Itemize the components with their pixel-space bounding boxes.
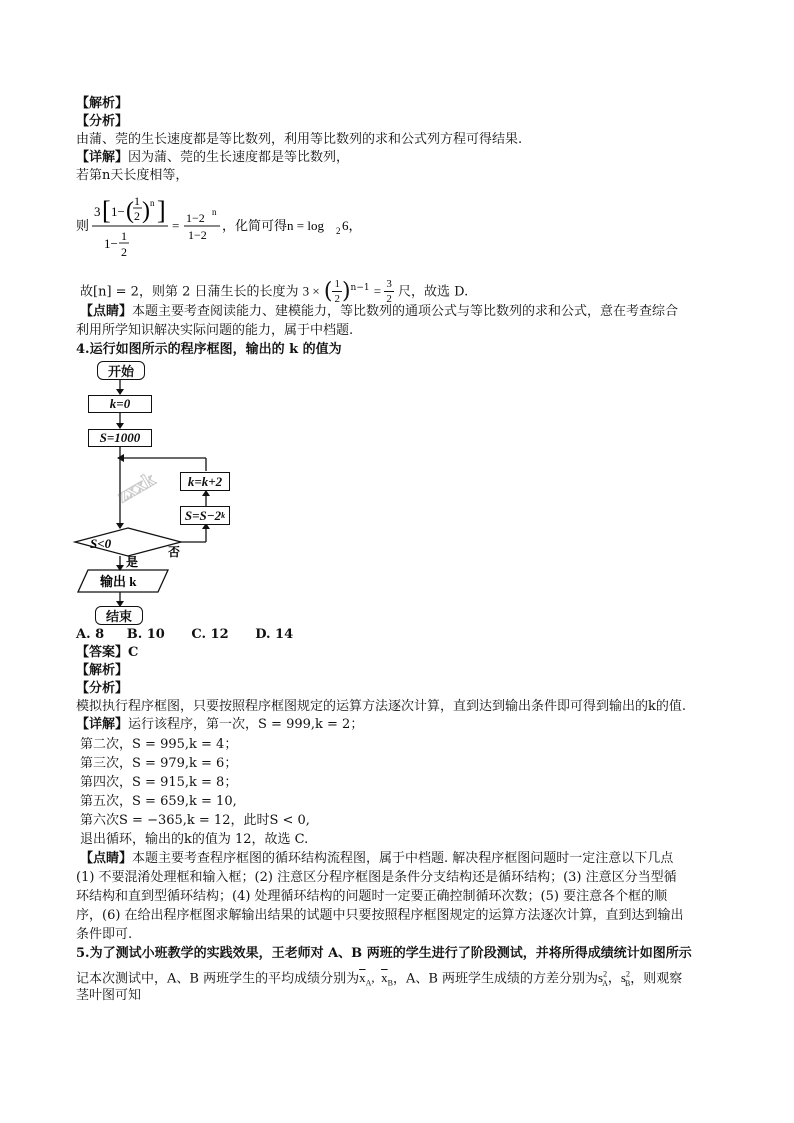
dianjing-line-1: [80, 303, 678, 320]
q4-options: [76, 626, 293, 643]
s1000-box: S=1000: [88, 429, 152, 447]
svg-text:(: (: [126, 198, 134, 224]
eq-rhs-num: 1−2: [186, 211, 205, 225]
cond-label: S<0: [90, 536, 112, 551]
gu-text-1: 故[n] = 2，则第 2 日蒲生长的长度为: [80, 284, 299, 300]
q4-jiexi: 【解析】: [76, 663, 129, 678]
q4-fenxi: 【分析】: [76, 681, 129, 696]
yes-label: 是: [126, 555, 139, 569]
step-line: 第五次，S = 659,k = 10,: [80, 794, 237, 809]
q4-dianjing-line: 条件即可.: [76, 927, 133, 942]
option-d: D. 14: [255, 627, 294, 642]
svg-text:[: [: [102, 196, 111, 225]
q4-xiangjie-label: 【详解】: [76, 717, 129, 732]
q4-dianjing-line: 序，(6) 在给出程序框图求解输出结果的试题中只要按照程序框图规定的运算方法逐次计算，直到达到输出: [76, 908, 684, 923]
q4-fenxi-text: 模拟执行程序框图，只要按照程序框图规定的运算方法逐次计算，直到达到输出条件即可得到输出的k的值.: [76, 699, 687, 714]
q4-dianjing-line: 环结构和直到型循环结构；(4) 处理循环结构的问题时一定要正确控制循环次数；(5) 要注意各个框的顺: [76, 889, 668, 904]
xiangjie-label: 【详解】: [76, 150, 129, 165]
svg-text:]: ]: [157, 196, 166, 225]
output-label: 输出 k: [100, 574, 137, 589]
xiangjie-line: [76, 149, 349, 166]
q5-text-b: ，A、B 两班学生成绩的方差分别为: [392, 971, 599, 987]
svg-text:2: 2: [336, 226, 341, 236]
dianjing-line-2: 利用所学知识解决实际问题的能力，属于中档题.: [76, 323, 354, 338]
fenxi-text: 由蒲、莞的生长速度都是等比数列，利用等比数列的求和公式列方程可得结果.: [76, 132, 523, 147]
step-line: 第四次，S = 915,k = 8；: [80, 775, 238, 790]
q5-text-a: 记本次测试中，A、B 两班学生的平均成绩分别为: [76, 971, 360, 987]
step-line: 第三次，S = 979,k = 6；: [80, 756, 238, 771]
svg-text:2: 2: [121, 245, 127, 259]
q5-text-c: ，则观察: [630, 971, 683, 987]
q5-line-1: 5.为了测试小班教学的实践效果，王老师对 A、B 两班的学生进行了阶段测试，并将所得成绩统计如图所示: [76, 946, 692, 961]
step-line: 第二次，S = 995,k = 4；: [80, 737, 238, 752]
end-box: 结束: [95, 606, 143, 625]
q4-dianjing-line: [80, 850, 673, 867]
q4-answer: 【答案】C: [76, 645, 139, 660]
dianjing-text-1: 本题主要考查阅读能力、建模能力，等比数列的通项公式与等比数列的求和公式，意在考查综合: [132, 304, 679, 319]
eq-ze: 则: [76, 218, 90, 233]
q4-dianjing-label: 【点睛】: [80, 851, 133, 866]
q4-xiangjie-text: 运行该程序，第一次，S = 999,k = 2；: [128, 717, 364, 732]
option-c: C. 12: [191, 627, 229, 642]
q4-xiangjie-line: [76, 716, 363, 733]
eq-tail2: 6，: [342, 218, 362, 233]
q5-line-2: 记本次测试中，A、B 两班学生的平均成绩分别为$\overline{x}_A$, $\overline{x}_B$，A、B 两班学生成绩的方差分别为$s^2_A$，$s^2_B$，则观察: [76, 970, 683, 988]
jiexi-heading: 【解析】: [76, 96, 129, 111]
svg-text:zxxk: zxxk: [113, 468, 160, 508]
q4-dianjing-text: 本题主要考查程序框图的循环结构流程图，属于中档题. 解决程序框图问题时一定注意以下几点: [132, 851, 674, 866]
svg-text:1: 1: [134, 194, 140, 208]
q4-stem: 4.运行如图所示的程序框图，输出的 k 的值为: [76, 342, 342, 357]
q5-line-3: 茎叶图可知: [76, 988, 142, 1003]
gu-text-2: 尺，故选 D.: [398, 284, 469, 300]
no-label: 否: [168, 545, 181, 559]
gu-line: 故[n] = 2，则第 2 日蒲生长的长度为 3 × ( $\frac{1}{2}$ )$^{n-1}$ = $\frac{3}{2}$ 尺，故选 D.: [80, 278, 469, 306]
dianjing-label: 【点睛】: [80, 304, 133, 319]
q4-dianjing-line: (1) 不要混淆处理框和输入框；(2) 注意区分程序框图是条件分支结构还是循环结构；(3) 注意区分当型循: [76, 870, 677, 885]
condition-line: 若第n天长度相等，: [76, 168, 189, 183]
svg-text:1−: 1−: [111, 204, 125, 219]
eq-rhs-den: 1−2: [188, 228, 207, 242]
fenxi-heading: 【分析】: [76, 114, 129, 129]
svg-text:n: n: [212, 207, 217, 217]
svg-text:=: =: [172, 218, 180, 233]
sum-equation: [74, 186, 374, 266]
ss2k-box: S=S−2 k: [180, 506, 230, 525]
svg-text:): ): [142, 198, 150, 224]
start-box: 开始: [97, 361, 145, 380]
option-a: A. 8: [76, 627, 105, 642]
svg-text:3: 3: [94, 204, 101, 219]
svg-text:1−: 1−: [104, 236, 118, 251]
svg-text:1: 1: [121, 229, 127, 243]
eq-tail: ，化简可得n = log: [222, 218, 324, 233]
step-line: 第六次S = −365,k = 12，此时S < 0,: [80, 813, 310, 828]
k0-box: k=0: [88, 395, 152, 413]
xiangjie-text: 因为蒲、莞的生长速度都是等比数列，: [128, 150, 350, 165]
option-b: B. 10: [126, 627, 165, 642]
svg-text:2: 2: [134, 209, 140, 223]
svg-text:n: n: [150, 198, 155, 208]
kk2-box: k=k+2: [180, 472, 230, 491]
step-line: 退出循环，输出的k的值为 12，故选 C.: [80, 832, 309, 847]
